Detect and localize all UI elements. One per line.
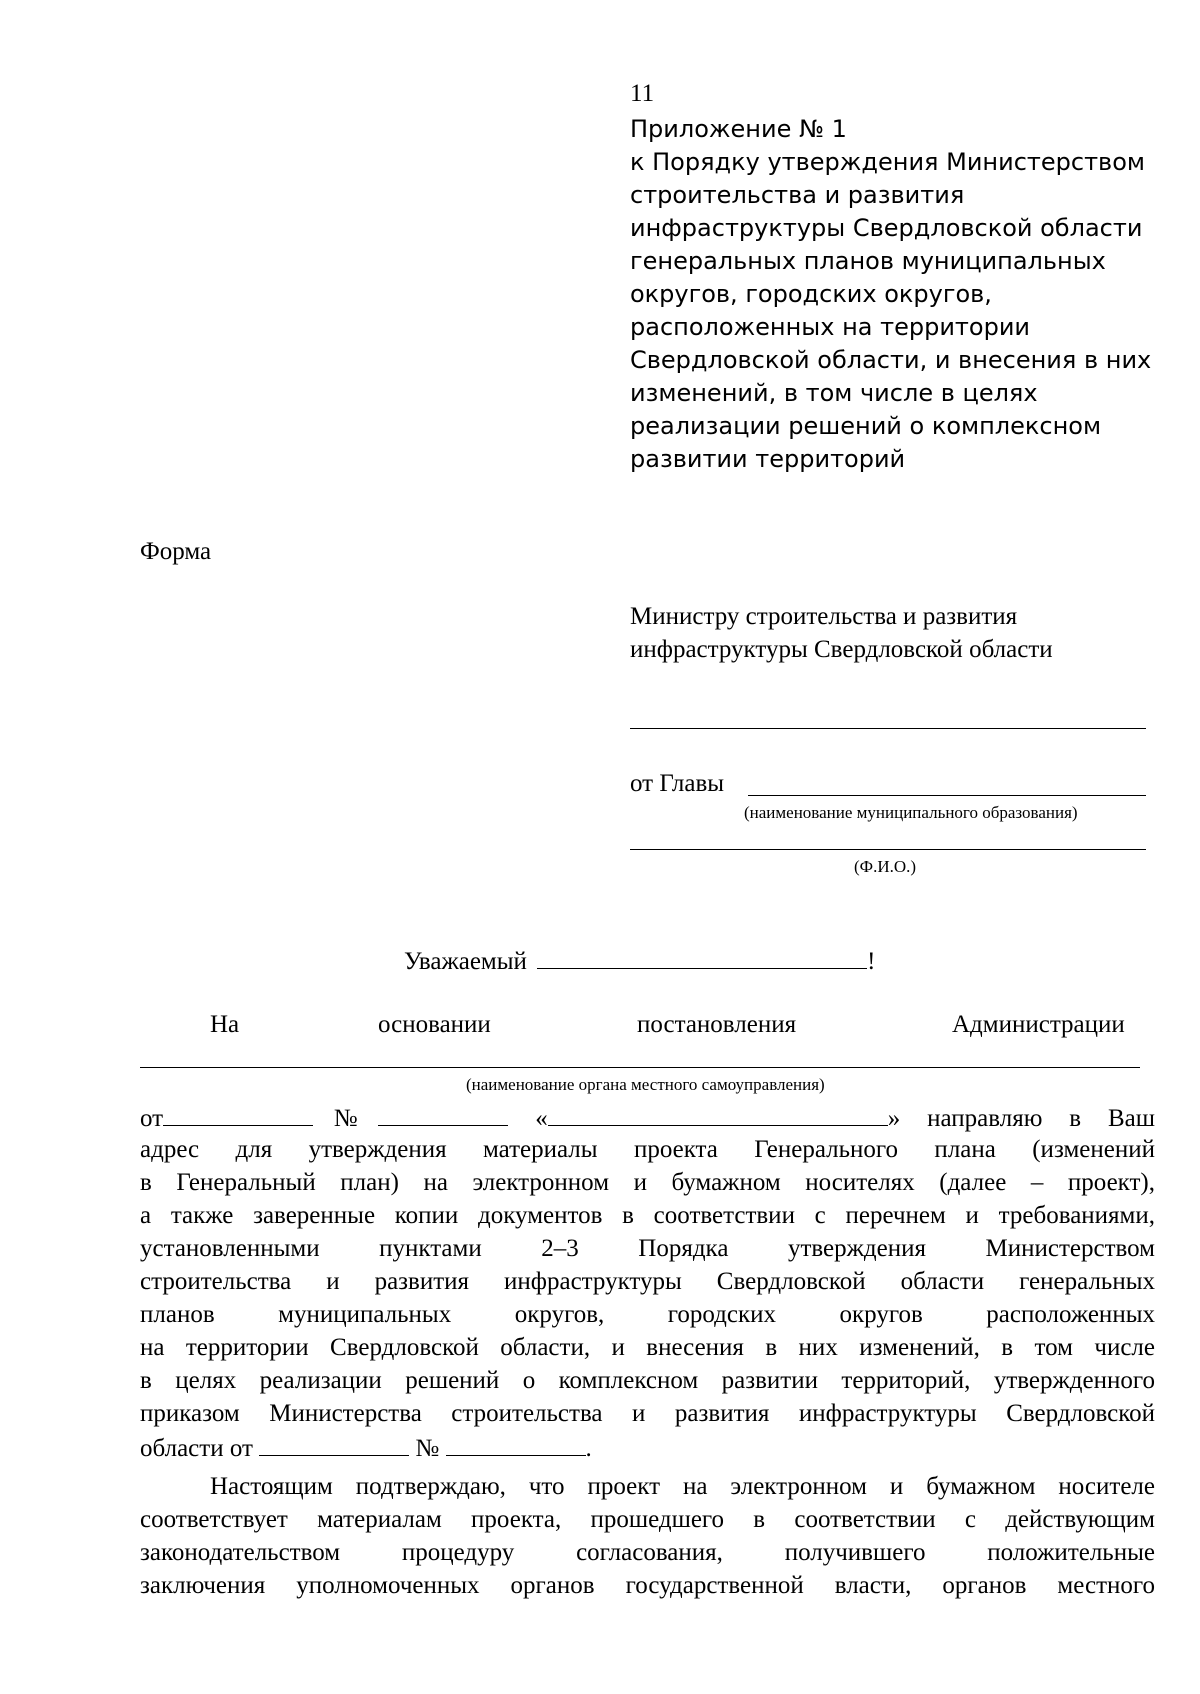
appendix-line: изменений, в том числе в целях bbox=[630, 379, 1038, 407]
note-authority: (наименование органа местного самоуправления) bbox=[466, 1075, 825, 1094]
blank-line-number bbox=[378, 1103, 508, 1126]
appendix-line: строительства и развития bbox=[630, 181, 965, 209]
word: На bbox=[210, 1011, 240, 1038]
appendix-line: Свердловской области, и внесения в них bbox=[630, 346, 1152, 374]
word: Администрации bbox=[952, 1011, 1125, 1038]
quote-open: « bbox=[535, 1105, 548, 1132]
text-number-sign: № bbox=[415, 1435, 440, 1462]
paragraph-line: а также заверенные копии документов в соответствии с перечнем и требованиями, bbox=[140, 1202, 1155, 1229]
note-fio: (Ф.И.О.) bbox=[854, 857, 917, 876]
paragraph-line: в Генеральный план) на электронном и бумажном носителях (далее – проект), bbox=[140, 1169, 1155, 1196]
appendix-line: расположенных на территории bbox=[630, 313, 1031, 341]
blank-line-addressee-name bbox=[630, 728, 1146, 729]
salutation-prefix: Уважаемый bbox=[404, 948, 527, 975]
text-rest: направляю в Ваш bbox=[927, 1105, 1156, 1132]
text-number-sign: № bbox=[313, 1105, 379, 1132]
word: основании bbox=[378, 1011, 491, 1038]
paragraph-last-line bbox=[140, 1433, 592, 1463]
paragraph-line: строительства и развития инфраструктуры Свердловской области генеральных bbox=[140, 1268, 1155, 1295]
salutation bbox=[404, 946, 876, 976]
paragraph-line: адрес для утверждения материалы проекта Генерального плана (изменений bbox=[140, 1136, 1155, 1163]
paragraph-line: соответствует материалам проекта, прошедшего в соответствии с действующим bbox=[140, 1506, 1155, 1533]
appendix-line: округов, городских округов, bbox=[630, 280, 992, 308]
blank-line-authority bbox=[140, 1067, 1140, 1068]
paragraph-line: установленными пунктами 2–3 Порядка утверждения Министерством bbox=[140, 1235, 1155, 1262]
paragraph-line: приказом Министерства строительства и развития инфраструктуры Свердловской bbox=[140, 1400, 1155, 1427]
appendix-line: развитии территорий bbox=[630, 445, 906, 473]
paragraph-line: планов муниципальных округов, городских округов расположенных bbox=[140, 1301, 1155, 1328]
appendix-line: генеральных планов муниципальных bbox=[630, 247, 1106, 275]
appendix-line: инфраструктуры Свердловской области bbox=[630, 214, 1143, 242]
blank-line-municipality bbox=[748, 795, 1146, 796]
paragraph-line bbox=[140, 1103, 1155, 1133]
addressee-line-1: Министру строительства и развития bbox=[630, 603, 1018, 630]
addressee-line-2: инфраструктуры Свердловской области bbox=[630, 636, 1053, 663]
paragraph-line: заключения уполномоченных органов государственной власти, органов местного bbox=[140, 1572, 1155, 1599]
paragraph-line: в целях реализации решений о комплексном развитии территорий, утвержденного bbox=[140, 1367, 1155, 1394]
word: постановления bbox=[637, 1011, 797, 1038]
paragraph-line: Настоящим подтверждаю, что проект на электронном и бумажном носителе bbox=[210, 1473, 1155, 1500]
blank-line-date bbox=[163, 1103, 313, 1126]
paragraph-line: законодательством процедуру согласования, получившего положительные bbox=[140, 1539, 1155, 1566]
page-number: 11 bbox=[630, 80, 655, 107]
quote-close: » bbox=[887, 1105, 901, 1132]
text-oblasti-ot: области от bbox=[140, 1435, 253, 1462]
blank-line-order-date bbox=[259, 1433, 409, 1456]
blank-line-fio bbox=[630, 849, 1146, 850]
salutation-suffix: ! bbox=[867, 948, 876, 975]
blank-line-title bbox=[548, 1103, 888, 1126]
text-period: . bbox=[585, 1435, 592, 1462]
appendix-line: реализации решений о комплексном bbox=[630, 412, 1102, 440]
blank-line-addressee bbox=[537, 946, 867, 969]
note-municipality: (наименование муниципального образования) bbox=[744, 803, 1078, 822]
form-label: Форма bbox=[140, 538, 212, 565]
paragraph-line: на территории Свердловской области, и внесения в них изменений, в том числе bbox=[140, 1334, 1155, 1361]
from-head-label: от Главы bbox=[630, 770, 725, 797]
appendix-title: Приложение № 1 bbox=[630, 115, 847, 143]
appendix-line: к Порядку утверждения Министерством bbox=[630, 148, 1145, 176]
text-ot: от bbox=[140, 1105, 164, 1132]
blank-line-order-number bbox=[446, 1433, 586, 1456]
